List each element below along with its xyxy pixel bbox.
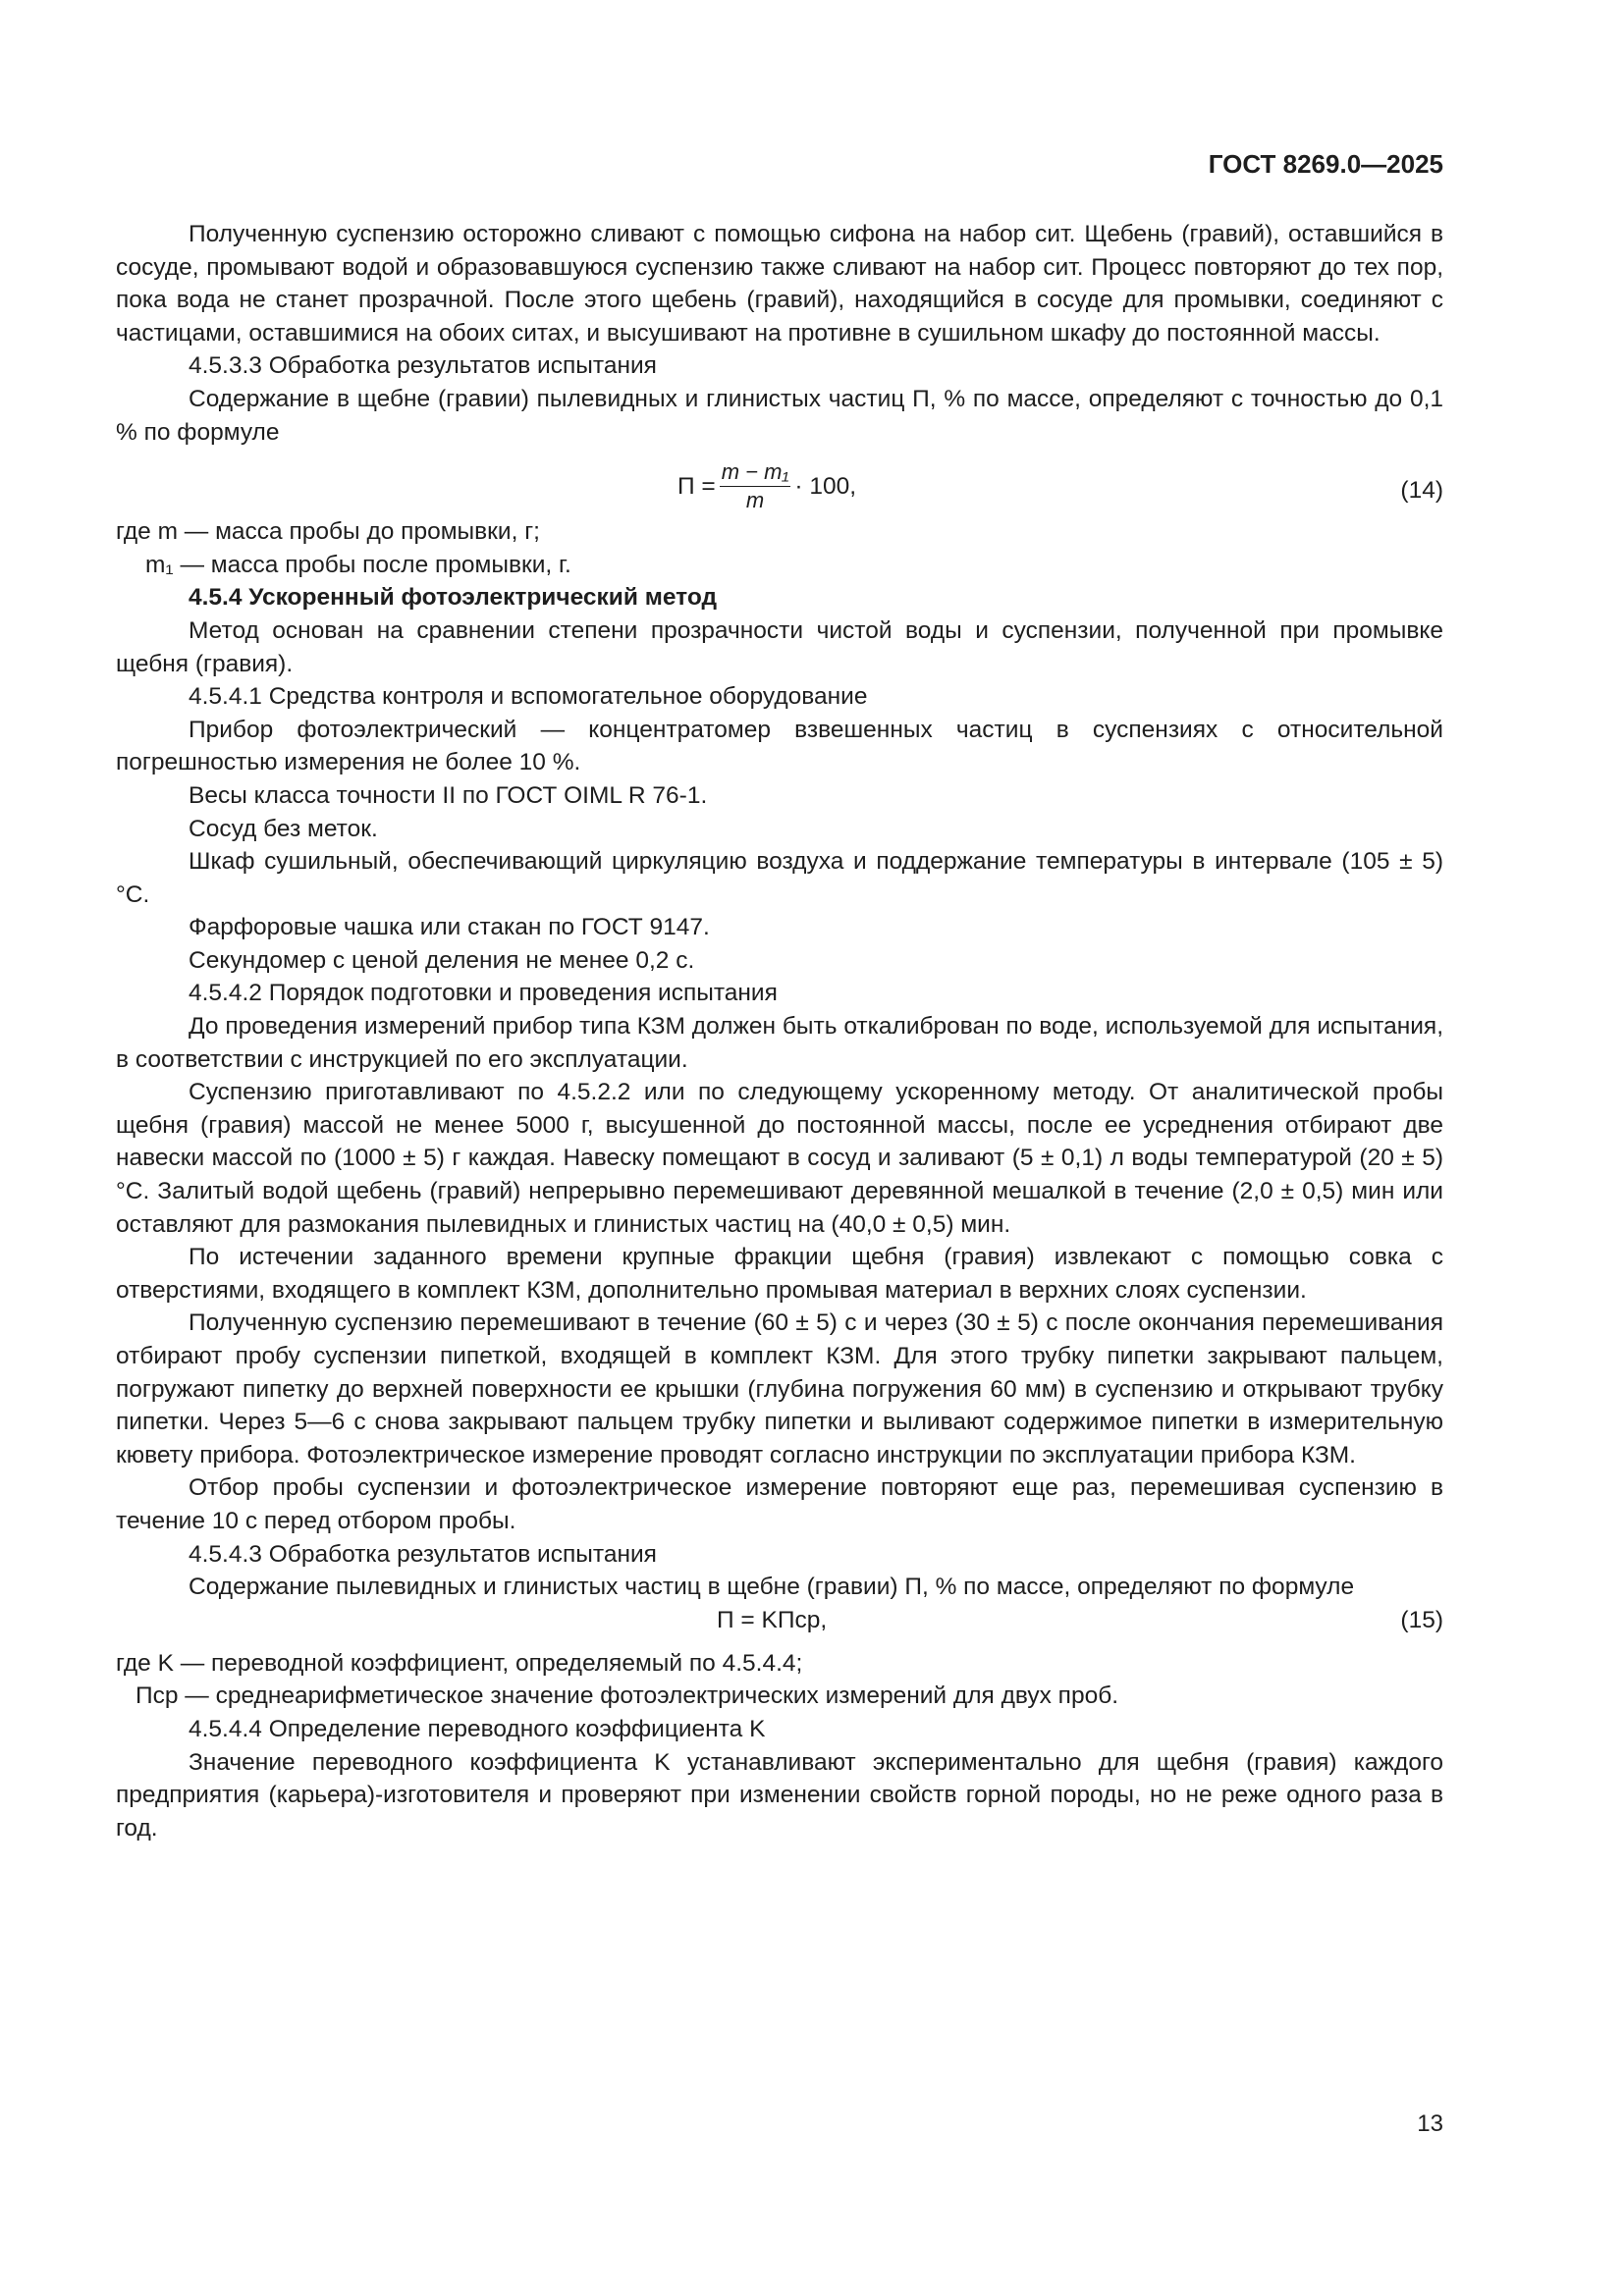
document-header: ГОСТ 8269.0—2025: [1208, 149, 1443, 179]
paragraph: По истечении заданного времени крупные фракции щебня (гравия) извлекают с помощью совка с отверстиями, входящего в комплект КЗМ, дополнительно промывая материал в верхних слоях суспензии.: [116, 1244, 1443, 1304]
paragraph: Метод основан на сравнении степени прозрачности чистой воды и суспензии, полученной при промывке щебня (гравия).: [116, 616, 1443, 677]
paragraph: Полученную суспензию перемешивают в течение (60 ± 5) с и через (30 ± 5) с после окончания перемешивания отбирают пробу суспензии пипеткой, входящей в комплект КЗМ. Для этого трубку пипетки закрывают пальцем, погружают пипетку до верхней поверхности ее крышки (глубина погружения 60 мм) в суспензию и открывают трубку пипетки. Через 5—6 с снова закрывают пальцем трубку пипетки и выливают содержимое пипетки в измерительную кювету прибора. Фотоэлектрическое измерение проводят согласно инструкции по эксплуатации прибора КЗМ.: [116, 1309, 1443, 1468]
paragraph: До проведения измерений прибор типа КЗМ должен быть откалиброван по воде, используемой для испытания, в соответствии с инструкцией по его эксплуатации.: [116, 1013, 1443, 1073]
paragraph: Шкаф сушильный, обеспечивающий циркуляцию воздуха и поддержание температуры в интервале (105 ± 5) °С.: [116, 848, 1443, 908]
subsection-heading: 4.5.4.1 Средства контроля и вспомогательное оборудование: [189, 683, 868, 711]
formula-15-expression: П = KПср,: [717, 1606, 828, 1633]
page-body: [116, 218, 1443, 1844]
formula-14-lhs: П =: [677, 472, 716, 500]
paragraph: Содержание пылевидных и глинистых частиц в щебне (гравии) П, % по массе, определяют по формуле: [189, 1574, 1355, 1601]
formula-15-number: (15): [1400, 1606, 1443, 1633]
formula-15: [116, 1604, 1443, 1647]
paragraph: Сосуд без меток.: [189, 815, 378, 842]
paragraph: Весы класса точности II по ГОСТ OIML R 76-1.: [189, 781, 708, 809]
paragraph: Суспензию приготавливают по 4.5.2.2 или по следующему ускоренному методу. От аналитической пробы щебня (гравия) массой не менее 5000 г, высушенной до постоянной массы, после ее усреднения отбирают две навески массой по (1000 ± 5) г каждая. Навеску помещают в сосуд и заливают (5 ± 0,1) л воды температурой (20 ± 5) °С. Залитый водой щебень (гравий) непрерывно перемешивают деревянной мешалкой в течение (2,0 ± 0,5) мин или оставляют для размокания пылевидных и глинистых частиц на (40,0 ± 0,5) мин.: [116, 1079, 1443, 1238]
paragraph: Прибор фотоэлектрический — концентратомер взвешенных частиц в суспензиях с относительной погрешностью измерения не более 10 %.: [116, 716, 1443, 776]
section-heading: 4.5.4 Ускоренный фотоэлектрический метод: [189, 584, 718, 612]
paragraph: Содержание в щебне (гравии) пылевидных и глинистых частиц П, % по массе, определяют с точностью до 0,1 % по формуле: [116, 385, 1443, 446]
where-line: Пср — среднеарифметическое значение фотоэлектрических измерений для двух проб.: [135, 1682, 1119, 1710]
formula-14: [116, 449, 1443, 515]
subsection-heading: 4.5.3.3 Обработка результатов испытания: [189, 352, 657, 380]
page-number: 13: [1417, 2110, 1443, 2137]
formula-14-rhs: · 100,: [794, 472, 857, 500]
paragraph: Фарфоровые чашка или стакан по ГОСТ 9147.: [189, 914, 710, 941]
where-line: где K — переводной коэффициент, определяемый по 4.5.4.4;: [116, 1649, 803, 1677]
where-line: где m — масса пробы до промывки, г;: [116, 518, 540, 546]
subsection-heading: 4.5.4.2 Порядок подготовки и проведения испытания: [189, 980, 778, 1007]
where-line: m₁ — масса пробы после промывки, г.: [145, 551, 571, 578]
paragraph: Секундомер с ценой деления не менее 0,2 с.: [189, 946, 695, 974]
formula-14-denominator: m: [745, 488, 765, 513]
paragraph: Значение переводного коэффициента K устанавливают экспериментально для щебня (гравия) каждого предприятия (карьера)-изготовителя и проверяют при изменении свойств горной породы, но не реже одного раза в год.: [116, 1748, 1443, 1842]
subsection-heading: 4.5.4.3 Обработка результатов испытания: [189, 1540, 657, 1568]
formula-14-number: (14): [1400, 477, 1443, 505]
paragraph: Отбор пробы суспензии и фотоэлектрическое измерение повторяют еще раз, перемешивая суспензию в течение 10 с перед отбором пробы.: [116, 1474, 1443, 1534]
paragraph: Полученную суспензию осторожно сливают с помощью сифона на набор сит. Щебень (гравий), оставшийся в сосуде, промывают водой и образовавшуюся суспензию также сливают на набор сит. Процесс повторяют до тех пор, пока вода не станет прозрачной. После этого щебень (гравий), находящийся в сосуде для промывки, соединяют с частицами, оставшимися на обоих ситах, и высушивают на противне в сушильном шкафу до постоянной массы.: [116, 221, 1443, 347]
formula-14-numerator: m − m₁: [720, 458, 791, 487]
subsection-heading: 4.5.4.4 Определение переводного коэффициента K: [189, 1715, 766, 1742]
